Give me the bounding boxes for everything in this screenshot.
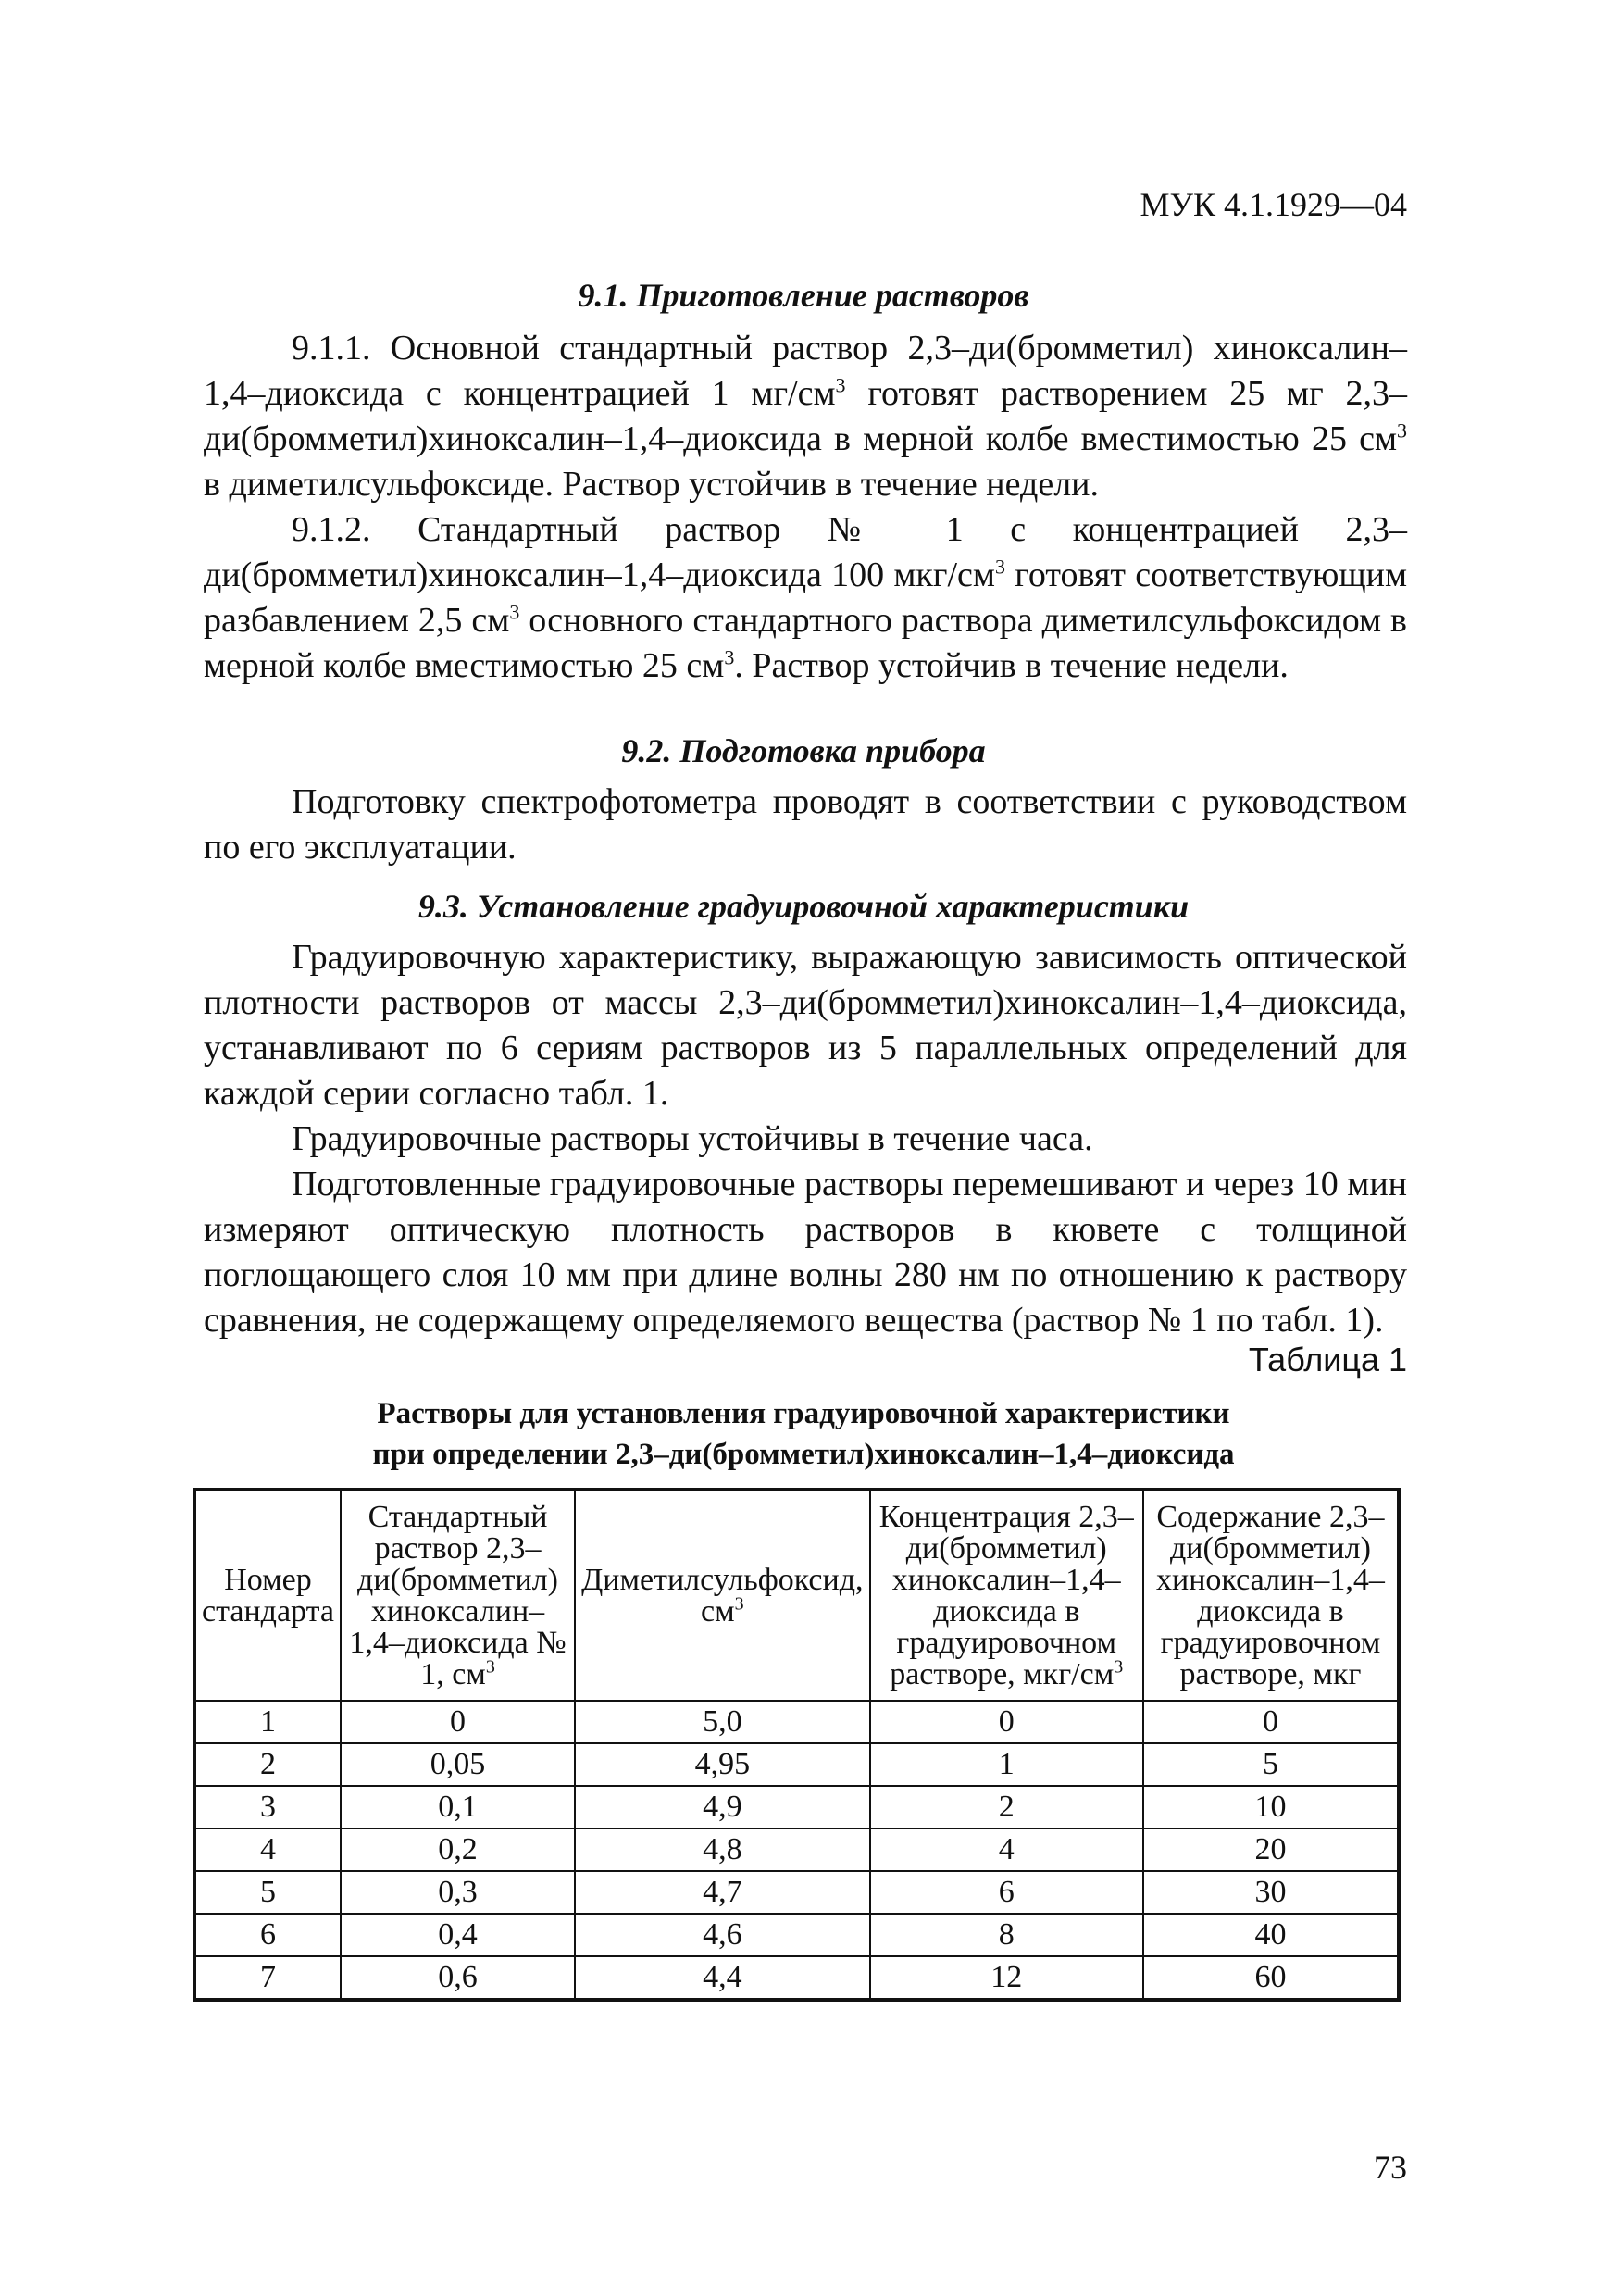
- table-cell: 5: [1143, 1743, 1399, 1786]
- table-cell: 30: [1143, 1871, 1399, 1914]
- table-row: [194, 1956, 1399, 2000]
- paragraph-9-3-1: Градуировочную характеристику, выражающую зависимость оптической плотности растворов от массы 2,3–ди(бромметил)хиноксалин–1,4–диоксида, устанавливают по 6 сериям растворов из 5 параллельных определений для каждой серии согласно табл. 1.: [204, 938, 1407, 1113]
- table-cell: 1: [870, 1743, 1143, 1786]
- table-cell: 60: [1143, 1956, 1399, 2000]
- table-body: [194, 1701, 1399, 2000]
- document-code: МУК 4.1.1929—04: [1140, 186, 1407, 223]
- table-cell: 10: [1143, 1786, 1399, 1828]
- table-cell: 0,05: [341, 1743, 575, 1786]
- table-cell: 4,95: [575, 1743, 869, 1786]
- table-cell: 3: [194, 1786, 341, 1828]
- header-concentration: Концентрация 2,3–ди(бромметил) хиноксалин–1,4–диоксида в градуировочном растворе, мкг/$см^3$: [870, 1490, 1143, 1701]
- section-heading-9-2: 9.2. Подготовка прибора: [621, 732, 986, 769]
- table-cell: 2: [870, 1786, 1143, 1828]
- section-heading-9-1: 9.1. Приготовление растворов: [578, 277, 1029, 314]
- table-cell: 5: [194, 1871, 341, 1914]
- table-header-row: [194, 1490, 1399, 1701]
- table-cell: 6: [194, 1914, 341, 1956]
- table-cell: 4,8: [575, 1828, 869, 1871]
- paragraph-9-3-2: Градуировочные растворы устойчивы в течение часа.: [292, 1119, 1093, 1158]
- header-dmso: Диметилсульфоксид, $см^3$: [575, 1490, 869, 1701]
- section-heading-9-3: 9.3. Установление градуировочной характеристики: [417, 888, 1190, 925]
- table-label: Таблица 1: [1248, 1341, 1407, 1379]
- table-cell: 4,6: [575, 1914, 869, 1956]
- table-cell: 4: [194, 1828, 341, 1871]
- table-cell: 4,4: [575, 1956, 869, 2000]
- table-cell: 2: [194, 1743, 341, 1786]
- table-cell: 6: [870, 1871, 1143, 1914]
- table-cell: 8: [870, 1914, 1143, 1956]
- header-standard-number: Номер стандарта: [194, 1490, 341, 1701]
- paragraph-9-1-1: 9.1.1. Основной стандартный раствор 2,3–ди(бромметил) хиноксалин–1,4–диоксида с концентрацией 1 $мг/см^3$ готовят растворением 25 мг 2,3–ди(бромметил)хиноксалин–1,4–диоксида в мерной колбе вместимостью 25 $см^3$ в диметилсульфоксиде. Раствор устойчив в течение недели.: [204, 329, 1407, 504]
- paragraph-9-3-3: Подготовленные градуировочные растворы перемешивают и через 10 мин измеряют оптическую плотность растворов в кювете с толщиной поглощающего слоя 10 мм при длине волны 280 нм по отношению к раствору сравнения, не содержащему определяемого вещества (раствор № 1 по табл. 1).: [204, 1165, 1407, 1340]
- table-row: [194, 1743, 1399, 1786]
- header-standard-solution: Стандартный раствор 2,3–ди(бромметил) хиноксалин–1,4–диоксида № 1, $см^3$: [341, 1490, 575, 1701]
- table-cell: 0,3: [341, 1871, 575, 1914]
- table-cell: 0: [870, 1701, 1143, 1743]
- header-content: Содержание 2,3–ди(бромметил) хиноксалин–1,4–диоксида в градуировочном растворе, мкг: [1143, 1490, 1399, 1701]
- table-row: [194, 1786, 1399, 1828]
- table-cell: 7: [194, 1956, 341, 2000]
- table-title-line-2: при определении 2,3–ди(бромметил)хиноксалин–1,4–диоксида: [372, 1438, 1235, 1471]
- calibration-table: [193, 1488, 1401, 2002]
- table-cell: 0,6: [341, 1956, 575, 2000]
- table-cell: 5,0: [575, 1701, 869, 1743]
- table-cell: 1: [194, 1701, 341, 1743]
- paragraph-9-2: Подготовку спектрофотометра проводят в соответствии с руководством по его эксплуатации.: [204, 782, 1407, 867]
- table-cell: 0,1: [341, 1786, 575, 1828]
- table-title: [0, 1393, 1607, 1475]
- table-cell: 0: [1143, 1701, 1399, 1743]
- page-number: 73: [1374, 2149, 1407, 2186]
- table-title-line-1: Растворы для установления градуировочной характеристики: [377, 1397, 1230, 1430]
- table-cell: 4,9: [575, 1786, 869, 1828]
- table-row: [194, 1871, 1399, 1914]
- paragraph-9-1-2: 9.1.2. Стандартный раствор № 1 с концентрацией 2,3–ди(бромметил)хиноксалин–1,4–диоксида 100 мкг/$см^3$ готовят соответствующим разбавлением 2,5 $см^3$ основного стандартного раствора диметилсульфоксидом в мерной колбе вместимостью 25 $см^3$. Раствор устойчив в течение недели.: [204, 510, 1407, 685]
- table-cell: 0: [341, 1701, 575, 1743]
- table-cell: 40: [1143, 1914, 1399, 1956]
- table-row: [194, 1914, 1399, 1956]
- table-cell: 12: [870, 1956, 1143, 2000]
- table-cell: 4: [870, 1828, 1143, 1871]
- table-row: [194, 1828, 1399, 1871]
- table-cell: 20: [1143, 1828, 1399, 1871]
- table-cell: 0,2: [341, 1828, 575, 1871]
- table-cell: 4,7: [575, 1871, 869, 1914]
- table-cell: 0,4: [341, 1914, 575, 1956]
- table-row: [194, 1701, 1399, 1743]
